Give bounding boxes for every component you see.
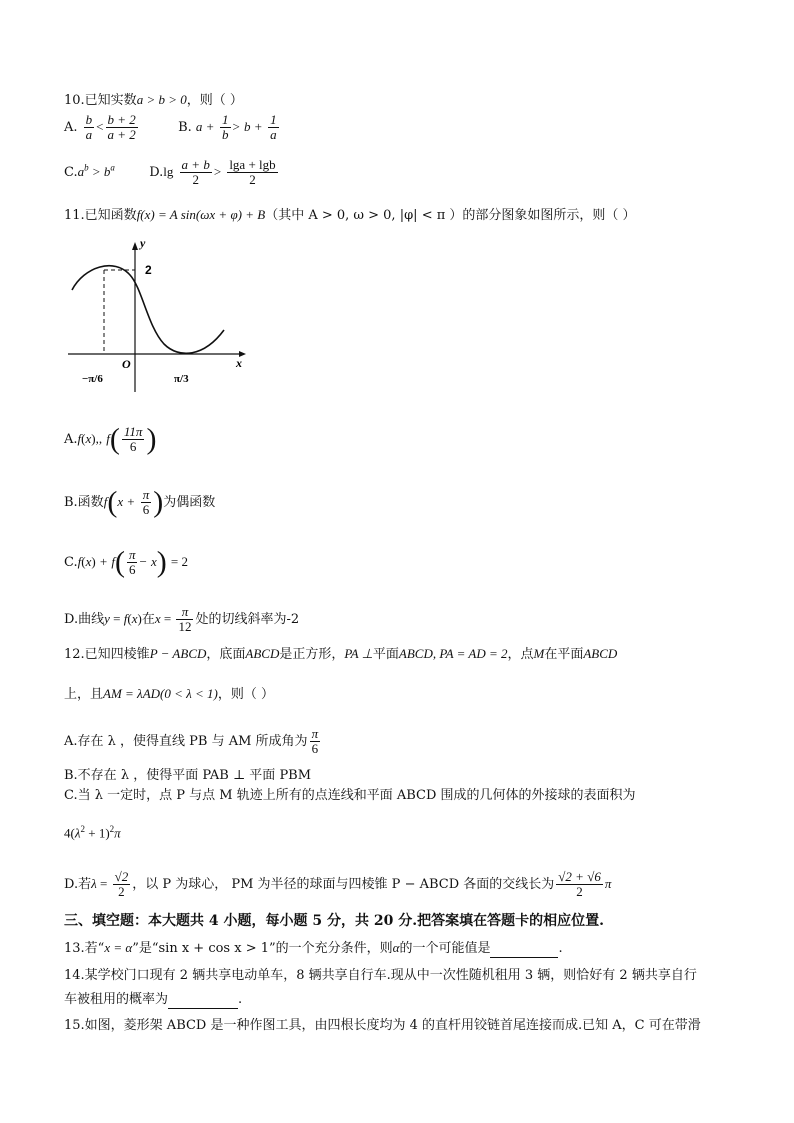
q15-line1: 15.如图，菱形架 ABCD 是一种作图工具，由四根长度均为 4 的直杆用铰链首尾连接而成.已知 A，C 可在带滑	[64, 1018, 701, 1033]
q10-options-ab: A. $\frac{b}{a}$ < $\frac{b + 2}{a + 2}$ B. a + $\frac{1}{b}$ > b + $\frac{1}{a}$	[64, 112, 277, 142]
q14-line1: 14.某学校门口现有 2 辆共享电动单车，8 辆共享自行车.现从中一次性随机租用 3 辆，则恰好有 2 辆共享自行	[64, 968, 697, 983]
q12-option-d: D.若λ = $\frac{√2}{2}$ ，以 P 为球心， PM 为半径的球面与四棱锥 P − ABCD 各面的交线长为 $\frac{√2 + √6}{2}$ π	[64, 869, 612, 899]
q12-option-c-line1: C.当 λ 一定时，点 P 与点 M 轨迹上所有的点连线和平面 ABCD 围成的几何体的外接球的表面积为	[64, 788, 636, 803]
max-value-label: 2	[145, 263, 152, 277]
q10-stem: 10.已知实数a > b > 0，则（ ）	[64, 92, 243, 108]
q14-line2: 车被租用的概率为 .	[64, 992, 243, 1007]
q12-option-c-line2: $4(\lambda^2 + 1)^2\pi$	[64, 824, 121, 841]
q11-option-a: A.f(x),, f( $\frac{11\pi}{6}$ )	[64, 422, 157, 456]
x-axis-label: x	[236, 356, 242, 370]
q12-option-b: B.不存在 λ ，使得平面 PAB ⊥ 平面 PBM	[64, 768, 312, 783]
function-graph	[64, 232, 254, 397]
q11-option-b: B.函数f(x + $\frac{\pi}{6}$ )为偶函数	[64, 485, 216, 519]
q11-option-c: C.f(x) + f( $\frac{\pi}{6}$ − x) = 2	[64, 545, 188, 579]
q10-options-cd: $C.a^b > b^a$ D.lg $\frac{a + b}{2}$ > $\frac{\lg a + \lg b}{2}$	[64, 157, 276, 187]
y-axis-label: y	[140, 236, 146, 250]
tick-right-label: π/3	[174, 373, 189, 385]
q12-stem-line2: 上，且AM = λAD(0 < λ < 1)，则（ ）	[64, 686, 274, 702]
q14-answer-blank[interactable]	[168, 1008, 238, 1009]
q13-answer-blank[interactable]	[490, 957, 558, 958]
tick-left-label: −π/6	[82, 373, 103, 385]
q12-stem-line1: 12.已知四棱锥P − ABCD，底面ABCD是正方形，PA ⊥平面ABCD, PA = AD = 2，点M在平面ABCD	[64, 646, 618, 662]
q11-option-d: D.曲线y = f(x)在x = $\frac{\pi}{12}$ 处的切线斜率为-2	[64, 604, 300, 634]
q12-option-a: A.存在 λ ，使得直线 PB 与 AM 所成角为 $\frac{\pi}{6}$	[64, 726, 319, 756]
q11-stem: 11.已知函数f(x) = A sin(ωx + φ) + B（其中 A > 0, ω > 0, |φ| < π ）的部分图象如图所示，则（ ）	[64, 207, 636, 223]
origin-label: O	[122, 357, 131, 371]
q13: 13.若“x = α”是“sin x + cos x > 1”的一个充分条件，则α的一个可能值是 .	[64, 940, 563, 956]
section-three-heading: 三、填空题：本大题共 4 小题，每小题 5 分，共 20 分.把答案填在答题卡的相应位置.	[64, 913, 604, 929]
